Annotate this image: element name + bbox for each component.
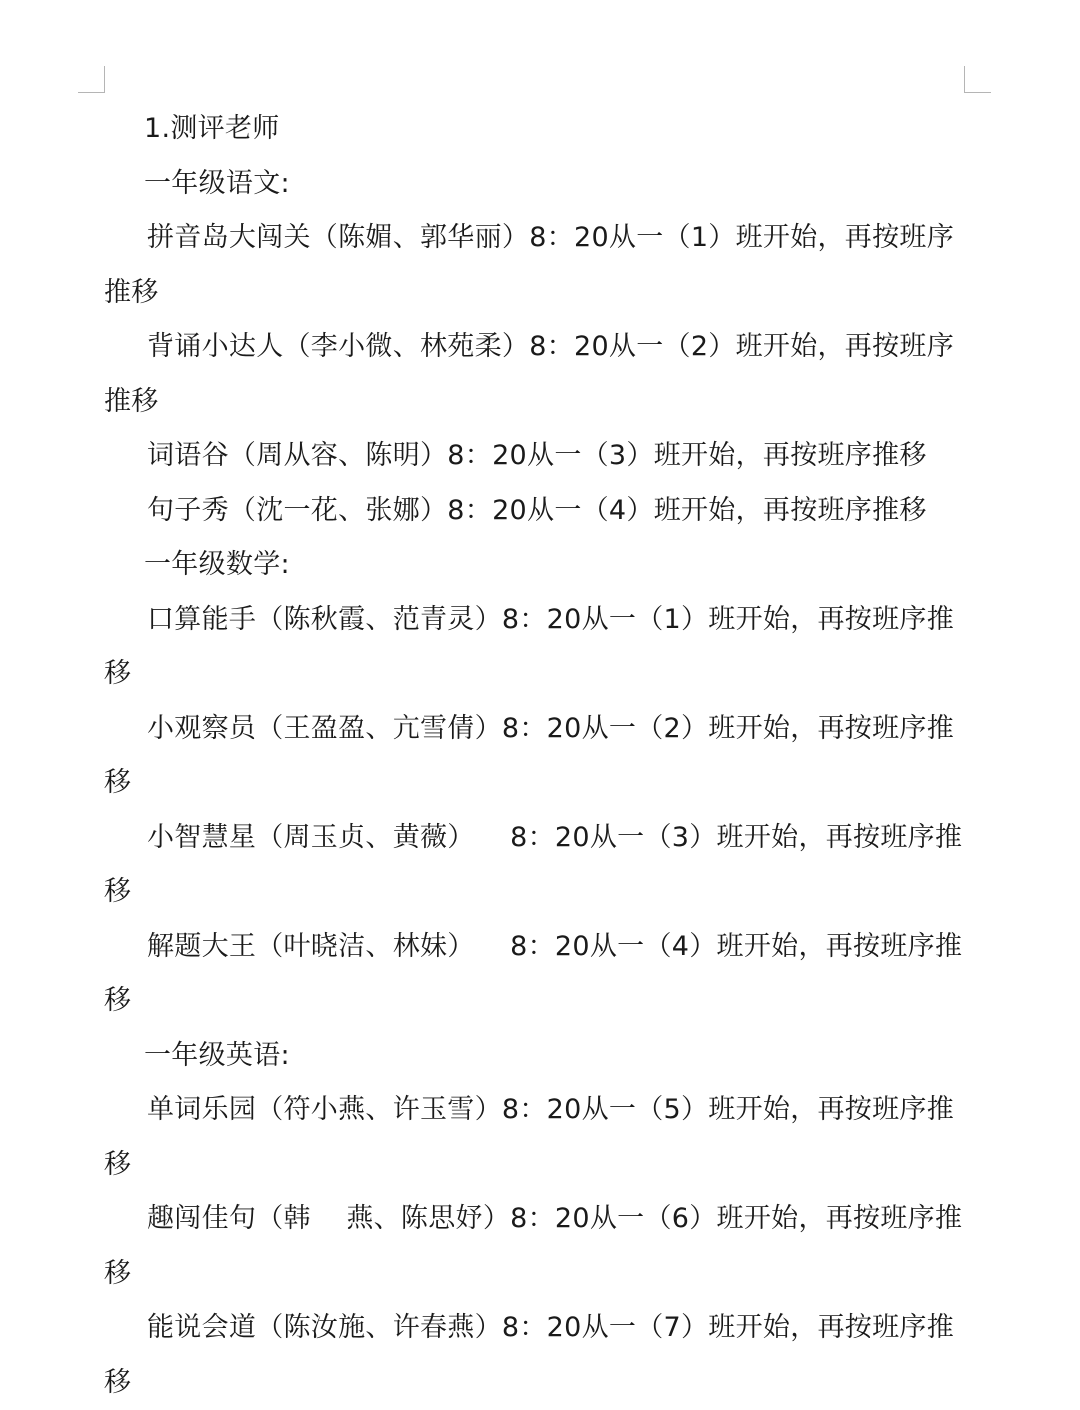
subject-heading-chinese: 一年级语文: xyxy=(144,167,290,199)
page-corner-mark-top-right xyxy=(964,66,991,93)
paragraph-fun-sentences: 趣闯佳句（韩 燕、陈思妤）8：20从一（6）班开始，再按班序推移 xyxy=(104,1203,963,1289)
paragraph-recitation-expert: 背诵小达人（李小微、林苑柔）8：20从一（2）班开始，再按班序推移 xyxy=(104,331,955,417)
paragraph-little-observer: 小观察员（王盈盈、亢雪倩）8：20从一（2）班开始，再按班序推移 xyxy=(104,712,955,798)
paragraph-eloquent-speaker: 能说会道（陈汝施、许春燕）8：20从一（7）班开始，再按班序推移 xyxy=(104,1312,955,1398)
paragraph-mental-arithmetic: 口算能手（陈秋霞、范青灵）8：20从一（1）班开始，再按班序推移 xyxy=(104,603,955,689)
paragraph-word-park: 单词乐园（符小燕、许玉雪）8：20从一（5）班开始，再按班序推移 xyxy=(104,1094,955,1180)
subject-heading-english: 一年级英语: xyxy=(144,1039,290,1071)
page-corner-mark-top-left xyxy=(78,66,105,93)
document-body[interactable] xyxy=(104,102,970,1410)
subject-heading-math: 一年级数学: xyxy=(144,549,290,580)
paragraph-sentence-show: 句子秀（沈一花、张娜）8：20从一（4）班开始，再按班序推移 xyxy=(147,494,927,526)
paragraph-problem-solver: 解题大王（叶晓洁、林妹） 8：20从一（4）班开始，再按班序推移 xyxy=(104,930,963,1016)
section-heading-evaluators: 1.测评老师 xyxy=(144,113,280,144)
paragraph-wisdom-star: 小智慧星（周玉贞、黄薇） 8：20从一（3）班开始，再按班序推移 xyxy=(104,821,963,907)
paragraph-pinyin-island: 拼音岛大闯关（陈媚、郭华丽）8：20从一（1）班开始，再按班序推移 xyxy=(104,222,955,308)
paragraph-word-valley: 词语谷（周从容、陈明）8：20从一（3）班开始，再按班序推移 xyxy=(147,440,927,471)
